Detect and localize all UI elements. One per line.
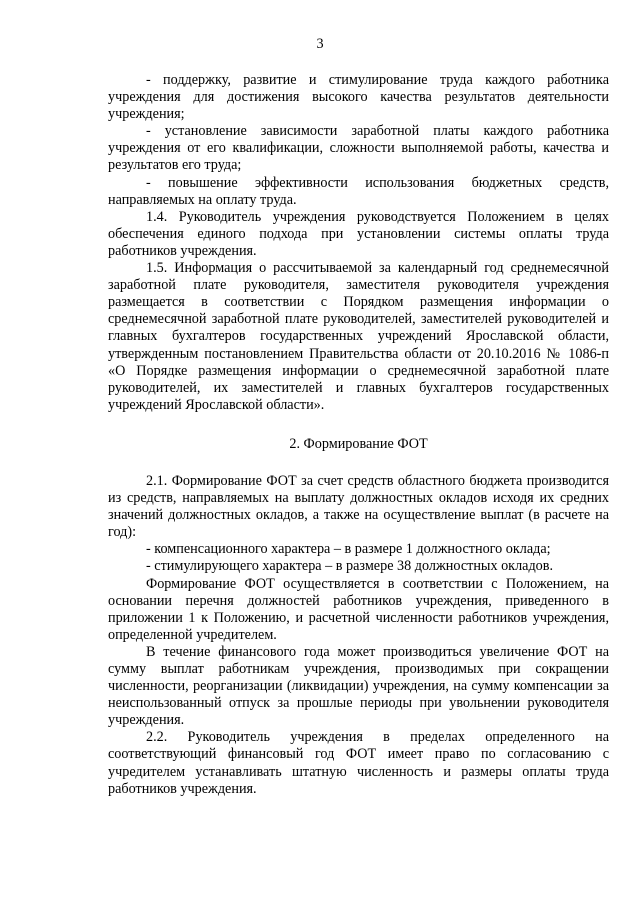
fot-increase-paragraph: В течение финансового года может производиться увеличение ФОТ на сумму выплат работникам учреждения, производимых при сокращении численности, реорганизации (ликвидации) учреждения, на сумму компенсации за неиспользованный отпуск за прошлые периоды при увольнении руководителя учреждения. bbox=[108, 643, 609, 729]
bullet-support-paragraph: - поддержку, развитие и стимулирование труда каждого работника учреждения для достижения высокого качества результатов деятельности учреждения; bbox=[108, 72, 609, 123]
bullet-dependency-paragraph: - установление зависимости заработной платы каждого работника учреждения от его квалификации, сложности выполняемой работы, качества и результатов его труда; bbox=[108, 123, 609, 174]
page-number: 3 bbox=[316, 36, 324, 52]
section-heading: 2. Формирование ФОТ bbox=[289, 435, 428, 452]
clause-2-1-paragraph: 2.1. Формирование ФОТ за счет средств областного бюджета производится из средств, направляемых на выплату должностных окладов исходя их средних значений должностных окладов, а также на осуществление выплат (в расчете на год): bbox=[108, 472, 609, 541]
bullet-compensation-paragraph: - компенсационного характера – в размере 1 должностного оклада; bbox=[146, 541, 551, 558]
clause-2-2-paragraph: 2.2. Руководитель учреждения в пределах определенного на соответствующий финансовый год ФОТ имеет право по согласованию с учредителем устанавливать штатную численность и размеры оплаты труда работников учреждения. bbox=[108, 729, 609, 797]
clause-1-5-paragraph: 1.5. Информация о рассчитываемой за календарный год среднемесячной заработной плате руководителя, заместителя руководителя учреждения размещается в соответствии с Порядком размещения информации о среднемесячной заработной плате руководителей, заместителей руководителей и главных бухгалтеров государственных учреждений Ярославской области, утвержденным постановлением Правительства области от 20.10.2016 № 1086-п «О Порядке размещения информации о среднемесячной заработной плате руководителей, их заместителей и главных бухгалтеров государственных учреждений Ярославской области». bbox=[108, 260, 609, 413]
bullet-incentive-paragraph: - стимулирующего характера – в размере 38 должностных окладов. bbox=[146, 558, 554, 575]
bullet-efficiency-paragraph: - повышение эффективности использования бюджетных средств, направляемых на оплату труда. bbox=[108, 174, 609, 208]
fot-formation-paragraph: Формирование ФОТ осуществляется в соответствии с Положением, на основании перечня должностей работников учреждения, приведенного в приложении 1 к Положению, и расчетной численности работников учреждения, определенной учредителем. bbox=[108, 575, 609, 643]
document-body bbox=[108, 72, 609, 798]
clause-1-4-paragraph: 1.4. Руководитель учреждения руководствуется Положением в целях обеспечения единого подхода при установлении системы оплаты труда работников учреждения. bbox=[108, 208, 609, 259]
